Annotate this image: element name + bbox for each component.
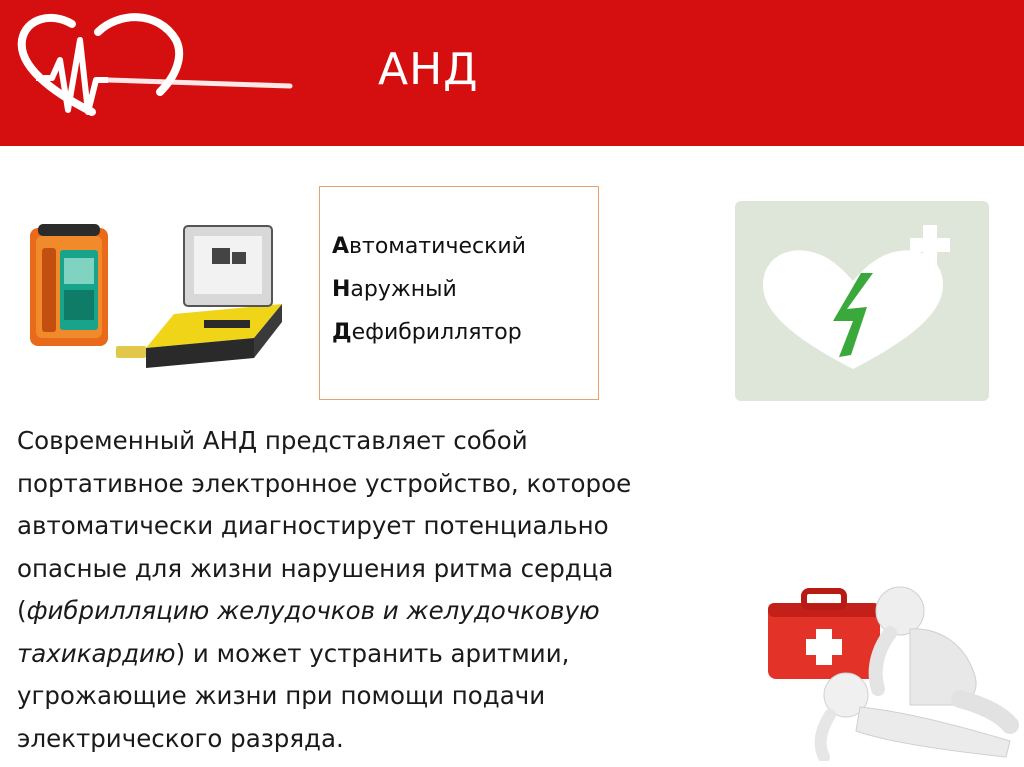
- body-line-1: Современный АНД представляет собой: [17, 426, 528, 455]
- body-line-8: электрического разряда.: [17, 723, 344, 753]
- aed-heart-bolt-sign-icon: [735, 201, 989, 401]
- body-line-6-rest: ) и может устранить аритмии,: [175, 638, 570, 668]
- body-italic-term-2: тахикардию: [17, 638, 176, 668]
- body-italic-term-1: фибрилляцию желудочков и желудочковую: [26, 596, 600, 625]
- definition-line-2: [332, 268, 526, 311]
- definition-rest-1: втоматический: [349, 234, 526, 259]
- definition-line-1: [332, 225, 526, 268]
- definition-rest-3: ефибриллятор: [351, 320, 522, 345]
- first-aid-cpr-figure: [760, 565, 1024, 761]
- definition-initial-1: А: [332, 234, 350, 259]
- body-line-5: [17, 590, 737, 633]
- body-line-6: [17, 633, 737, 676]
- definition-initial-3: Д: [332, 320, 352, 345]
- definition-rest-2: аружный: [350, 277, 457, 302]
- aed-devices-photo: [24, 218, 289, 368]
- definition-line-3: [332, 311, 526, 354]
- definition-initial-2: Н: [332, 277, 351, 302]
- slide-title: АНД: [378, 44, 479, 95]
- body-line-7: угрожающие жизни при помощи подачи: [17, 681, 546, 710]
- body-line-3: автоматически диагностирует потенциально: [17, 511, 609, 540]
- body-paragraph: [17, 420, 737, 760]
- body-paren-open: (: [17, 596, 27, 625]
- definition-box: [319, 186, 599, 400]
- heart-pulse-icon: [0, 0, 300, 146]
- body-line-2: портативное электронное устройство, которое: [17, 468, 632, 498]
- body-line-4: опасные для жизни нарушения ритма сердца: [17, 553, 614, 583]
- definition-list: [332, 225, 526, 354]
- header-band: [0, 0, 1024, 146]
